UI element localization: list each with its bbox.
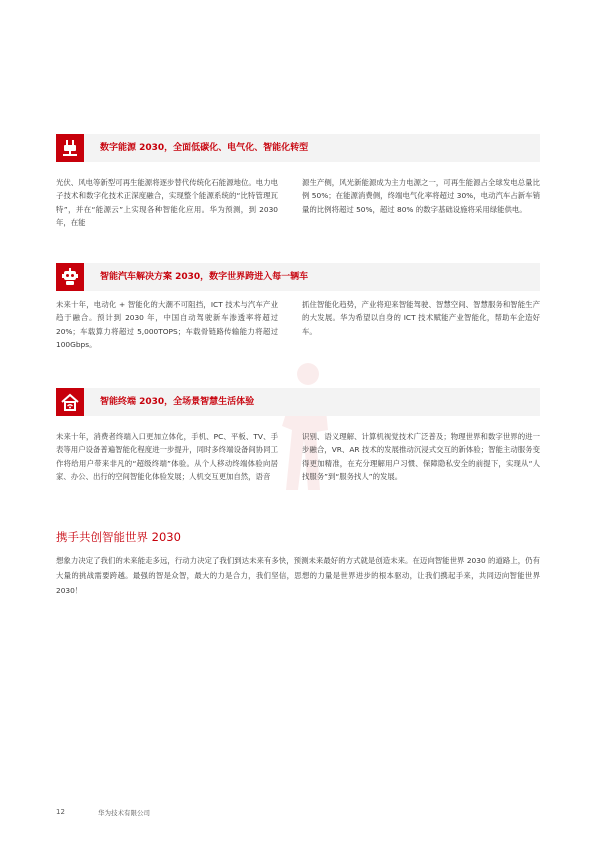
footer-company: 华为技术有限公司 [98,809,150,817]
closing-title: 携手共创智能世界 2030 [56,530,181,544]
vehicle-robot-icon [56,263,84,291]
energy-plug-icon [56,134,84,162]
page-number: 12 [56,808,65,816]
section-body-left: 未来十年，电动化 + 智能化的大潮不可阻挡，ICT 技术与汽车产业趋于融合。预计到 2030 年，中国自动驾驶新车渗透率将超过 20%；车载算力将超过 5,000TOPS；车载骨链路传输能力将超过 100Gbps。 [56,300,278,349]
section-header-terminal [56,388,540,416]
section-title: 智能终端 2030，全场景智慧生活体验 [100,397,255,407]
section-body-right: 识别、语义理解、计算机视觉技术广泛普及；物理世界和数字世界的进一步融合，VR、AR 技术的发展推动沉浸式交互的新体验；智能主动服务变得更加精准，在充分理解用户习惯、保障隐私安全的前提下，实现从“人找服务”到“服务找人”的发展。 [302,432,540,481]
section-body-left: 未来十年，消费者终端入口更加立体化，手机、PC、平板、TV、手表等用户设备普遍智能化程度进一步提升，同时多终端设备间协同工作将给用户带来非凡的“超级终端”体验。从个人移动终端体验向居家、办公、出行的空间智能化体验发展；人机交互更加自然，语音 [56,432,278,481]
section-title: 智能汽车解决方案 2030，数字世界跨进入每一辆车 [100,272,309,282]
section-header-vehicle [56,263,540,291]
smart-home-icon [56,388,84,416]
section-body-left: 光伏、风电等新型可再生能源将逐步替代传统化石能源地位。电力电子技术和数字化技术正深度融合，实现整个能源系统的“比特管理瓦特”，并在“能源云”上实现各种智能化应用。华为预测，到 2030 年，在能 [56,178,278,227]
section-header-energy [56,134,540,162]
section-body-right: 抓住智能化趋势，产业将迎来智能驾驶、智慧空间、智慧服务和智能生产的大发展。华为希望以自身的 ICT 技术赋能产业智能化，帮助车企造好车。 [302,300,540,336]
closing-body: 想象力决定了我们的未来能走多远，行动力决定了我们到达未来有多快，预测未来最好的方式就是创造未来。在迈向智能世界 2030 的道路上，仍有大量的挑战需要跨越。最强的智是众智，最大的力是合力，我们坚信，思想的力量是世界进步的根本驱动，让我们携起手来，共同迈向智能世界 2030！ [56,556,540,595]
section-title: 数字能源 2030，全面低碳化、电气化、智能化转型 [100,143,309,153]
section-body-right: 源生产侧，风光新能源成为主力电源之一，可再生能源占全球发电总量比例 50%；在能源消费侧，终端电气化率将超过 30%，电动汽车占新车销量的比例将超过 50%，超过 80% 的数字基础设施将采用绿能供电。 [302,178,540,214]
